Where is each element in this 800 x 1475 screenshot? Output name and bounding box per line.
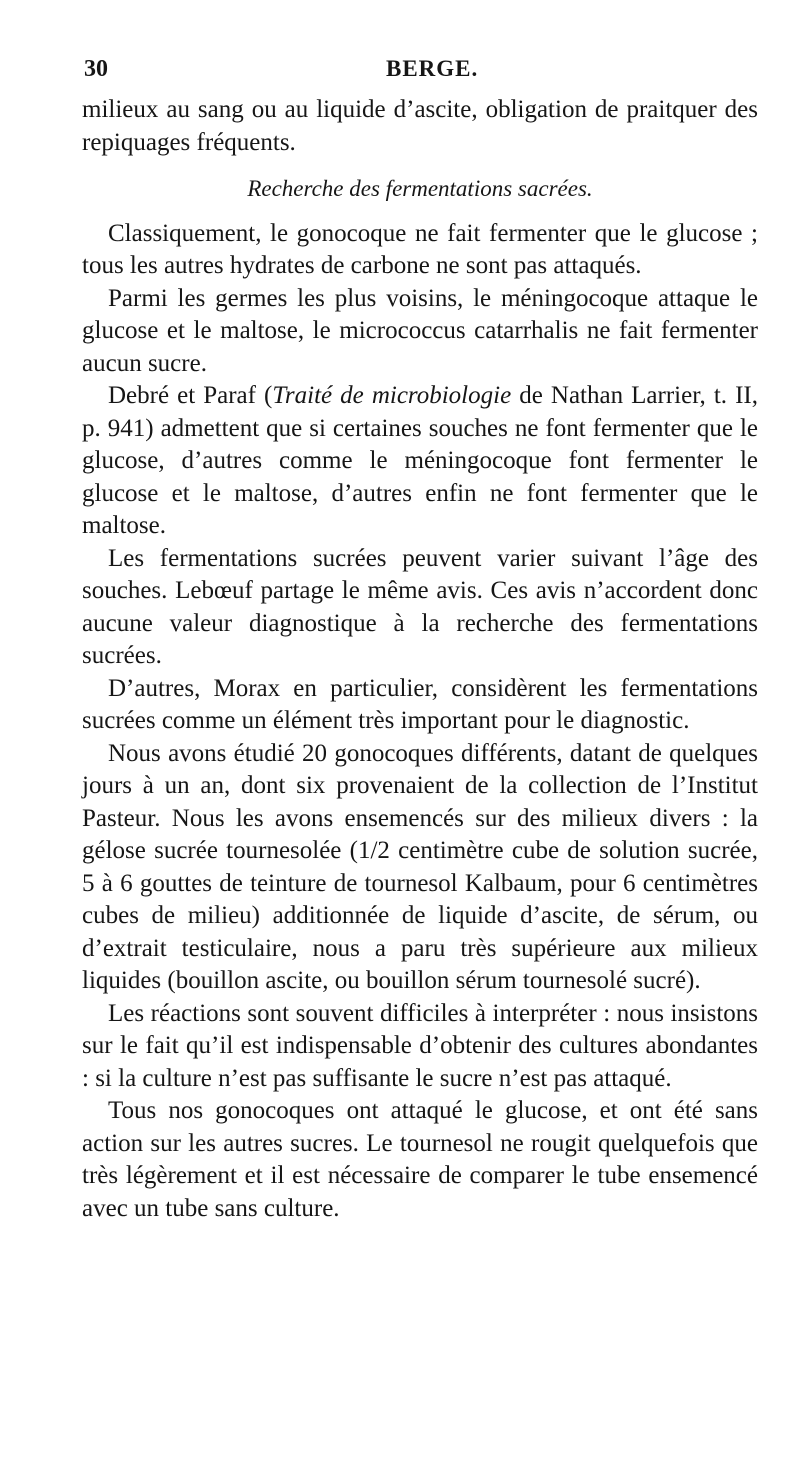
paragraph: Nous avons étudié 20 gonocoques différents, datant de quelques jours à un an, dont six provenaient de la collection de l’Institut Pasteur. Nous les avons ensemencés sur des milieux divers : la gélose sucrée tournesolée (1/2 centimètre cube de solution sucrée, 5 à 6 gouttes de teinture de tournesol Kalbaum, pour 6 centimètres cubes de milieu) additionnée de liquide d’ascite, de sérum, ou d’extrait testiculaire, nous a paru très supérieure aux milieux liquides (bouillon ascite, ou bouillon sérum tournesolé sucré). <box>82 739 758 994</box>
book-title: Traité de microbiologie <box>272 382 512 409</box>
citation-before: Debré et Paraf ( <box>108 382 273 409</box>
paragraph: Classiquement, le gonocoque ne fait fermenter que le glucose ; tous les autres hydrates de carbone ne sont pas attaqués. <box>82 219 758 279</box>
paragraph: Les fermentations sucrées peuvent varier suivant l’âge des souches. Lebœuf partage le même avis. Ces avis n’accordent donc aucune valeur diagnostique à la recherche des fermentations sucrées. <box>82 544 758 669</box>
page-number: 30 <box>84 56 108 82</box>
running-head: BERGE. <box>386 56 479 81</box>
paragraph: Tous nos gonocoques ont attaqué le glucose, et ont été sans action sur les autres sucres. Le tournesol ne rougit quelquefois que très légèrement et il est nécessaire de comparer le tube ensemencé avec un tube sans culture. <box>82 1097 758 1222</box>
body-text <box>82 94 758 1225</box>
paragraph-with-citation <box>82 380 758 543</box>
citation-after: de Nathan Larrier, t. II, p. 941) admettent que si certaines souches ne font fermenter que le glucose, d’autres comme le méningocoque font fermenter le glucose et le maltose, d’autres enfin ne font fermenter que le maltose. <box>82 382 758 539</box>
paragraph-continuation: milieux au sang ou au liquide d’ascite, obligation de praitquer des repiquages fréquents. <box>82 96 758 156</box>
paragraph: D’autres, Morax en particulier, considèrent les fermentations sucrées comme un élément très important pour le diagnostic. <box>82 674 758 734</box>
paragraph: Parmi les germes les plus voisins, le méningocoque attaque le glucose et le maltose, le micrococcus catarrhalis ne fait fermenter aucun sucre. <box>82 284 758 377</box>
section-title: Recherche des fermentations sacrées. <box>247 176 593 201</box>
paragraph: Les réactions sont souvent difficiles à interpréter : nous insistons sur le fait qu’il est indispensable d’obtenir des cultures abondantes : si la culture n’est pas suffisante le sucre n’est pas attaqué. <box>82 999 758 1092</box>
